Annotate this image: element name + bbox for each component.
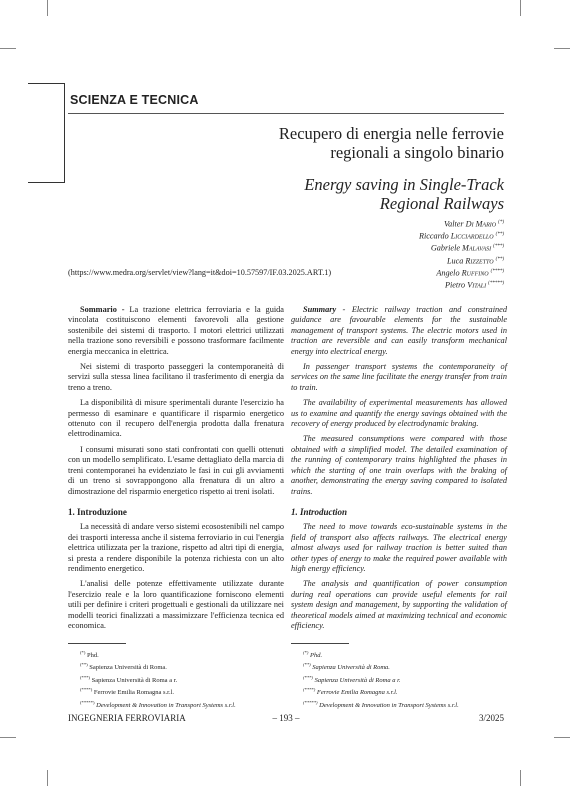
summary-label: Summary - — [303, 305, 346, 314]
footnote-rule — [291, 643, 349, 644]
crop-mark — [554, 48, 570, 49]
footnote: (*) Phd. — [80, 650, 99, 660]
footnote: (***) Sapienza Università di Roma a r. — [303, 674, 401, 685]
column-english — [291, 305, 507, 636]
title-english-line: Regional Railways — [379, 194, 504, 213]
author: Gabriele Malavasi (***) — [430, 244, 504, 254]
author-list — [419, 218, 504, 291]
section-side-tab — [28, 83, 65, 183]
section-divider — [68, 113, 504, 114]
footnotes-english — [291, 643, 507, 710]
summary-label: Sommario - — [80, 305, 125, 314]
section-heading: 1. Introduction — [291, 506, 348, 517]
title-english — [204, 175, 504, 213]
footnote: (****) Ferrovie Emilia Romagna s.r.l. — [80, 687, 175, 697]
paragraph: Nei sistemi di trasporto passeggeri la contemporaneità di servizi sulla stessa linea facilitano il trasferimento di energia da treno a treno. — [68, 362, 284, 392]
page-number: – 193 – — [272, 713, 300, 723]
title-italian-line: regionali a singolo binario — [330, 143, 504, 162]
title-italian — [204, 124, 504, 162]
title-italian-line: Recupero di energia nelle ferrovie — [278, 124, 504, 143]
author: Pietro Vitali (*****) — [444, 280, 504, 290]
author: Valter Di Mario (*) — [444, 219, 504, 229]
summary-paragraph: Sommario - La trazione elettrica ferroviaria e la guida vincolata costituiscono elementi favorevoli alla gestione sostenibile dei sistemi di trasporto. I motori elettrici utilizzati nella trazione sono reversibili e possono trasformare facilmente energia meccanica in elettrica. — [68, 305, 284, 356]
column-italian — [68, 305, 284, 636]
footnote: (*) Phd. — [303, 650, 323, 660]
author: Riccardo Licciardello (**) — [418, 231, 504, 241]
crop-mark — [520, 0, 521, 16]
footnote: (**) Sapienza Università di Roma. — [80, 662, 167, 672]
footnote-rule — [68, 643, 126, 644]
crop-mark — [0, 737, 16, 738]
footnote: (*****) Development & Innovation in Transport Systems s.r.l. — [303, 699, 459, 709]
issue-number: 3/2025 — [478, 713, 504, 723]
doi-link[interactable]: (https://www.medra.org/servlet/view?lang=it&doi=10.57597/IF.03.2025.ART.1) — [68, 268, 332, 277]
crop-mark — [47, 770, 48, 786]
paragraph: The availability of experimental measurements has allowed us to examine and quantify the energy savings obtained with the recovery of energy produced by electrodynamic braking. — [291, 398, 507, 429]
crop-mark — [554, 737, 570, 738]
footnote: (*****) Development & Innovation in Transport Systems s.r.l. — [80, 699, 236, 709]
summary-paragraph: Summary - Electric railway traction and constrained guidance are favourable elements for the sustainable management of transport systems. The electric motors used in traction are reversible and can easily transform mechanical energy into electrical energy. — [291, 305, 507, 356]
paragraph: I consumi misurati sono stati confrontati con quelli ottenuti con un modello semplificato. L'esame dettagliato della marcia di treni contemporanei ha evidenziato le fasi in cui gli avviamenti di un treno si sovrappongono alla frenatura di un altro a dimostrazione del risparmio energetico rispetto ai treni isolati. — [68, 444, 284, 496]
footnote: (**) Sapienza Università di Roma. — [303, 662, 390, 672]
crop-mark — [47, 0, 48, 16]
paragraph: La necessità di andare verso sistemi ecosostenibili nel campo dei trasporti interessa anche il sistema ferroviario in cui l'energia elettrica utilizzata per la trazione, rispetto ad altri tipi di energia, si presta a rendere disponibile la potenza richiesta con un alto rendimento energetico. — [68, 522, 284, 573]
footnote: (****) Ferrovie Emilia Romagna s.r.l. — [303, 687, 398, 697]
author: Luca Rizzetto (**) — [446, 256, 504, 266]
journal-name: INGEGNERIA FERROVIARIA — [68, 713, 186, 723]
paragraph: The measured consumptions were compared with those obtained with a simplified model. The detailed examination of the running of contemporary trains highlighted the phases in which the starting of one train overlaps with the braking of another, demonstrating the energy saving compared to isolated trains. — [291, 434, 507, 496]
paragraph: In passenger transport systems the contemporaneity of services on the same line facilitate the energy transfer from train to train. — [291, 362, 507, 392]
paragraph: L'analisi delle potenze effettivamente utilizzate durante l'esercizio reale e la loro quantificazione forniscono elementi utili per definire i criteri progettuali e gestionali da utilizzare nei modelli teorici finalizzati a massimizzare l'efficienza tecnica ed economica. — [68, 579, 284, 630]
author: Angelo Ruffino (****) — [436, 268, 504, 278]
section-label: SCIENZA E TECNICA — [70, 93, 199, 107]
crop-mark — [0, 48, 16, 49]
paragraph: The need to move towards eco-sustainable systems in the field of transport also affects railways. The electrical energy almost always used for railway traction is better suited than other types of energy to make the required power available with high energy efficiency. — [291, 522, 507, 573]
footnote: (***) Sapienza Università di Roma a r. — [80, 674, 178, 685]
paragraph: The analysis and quantification of power consumption during real operations can provide useful elements for rail system design and management, by supporting the validation of theoretical models aimed at maximizing technical and economic efficiency. — [291, 579, 507, 630]
section-heading: 1. Introduzione — [68, 506, 127, 517]
footnotes-italian — [68, 643, 284, 710]
paragraph: La disponibilità di misure sperimentali durante l'esercizio ha permesso di esaminare e quantificare il risparmio energetico ottenuto con il recupero dell'energia prodotta dalla frenatura elettrodinamica. — [68, 398, 284, 439]
title-english-line: Energy saving in Single-Track — [304, 175, 504, 194]
crop-mark — [520, 770, 521, 786]
